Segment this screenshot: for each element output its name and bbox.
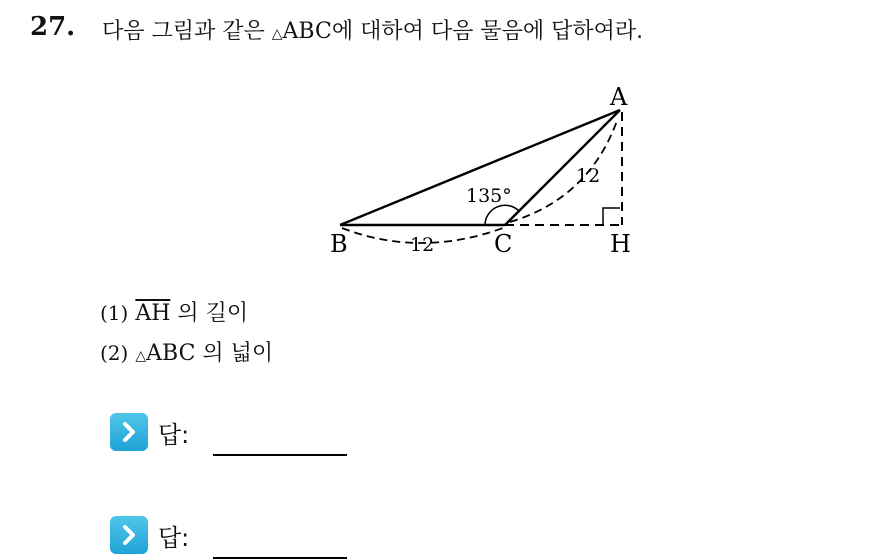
segment-label: $\overline{AH}$ <box>135 301 171 326</box>
vertex-c-label: C <box>494 230 513 258</box>
question-text <box>102 14 643 45</box>
answer-blank[interactable] <box>213 454 347 456</box>
sub-question-number: (1) <box>100 301 129 325</box>
question-text-before: 다음 그림과 같은 <box>102 19 272 44</box>
answer-label: 답: <box>158 523 190 552</box>
answer-row-2 <box>110 515 189 555</box>
vertex-a-label: A <box>610 83 628 111</box>
sub-question-2 <box>100 336 273 367</box>
vertex-h-label: H <box>610 230 631 258</box>
sub-question-number: (2) <box>100 341 129 365</box>
vertex-b-label: B <box>330 230 348 258</box>
angle-label: 135° <box>466 185 512 207</box>
triangle-figure <box>320 78 650 267</box>
sub-question-1 <box>100 296 248 327</box>
answer-row-1 <box>110 412 189 452</box>
sub-question-text: 의 넓이 <box>195 341 274 366</box>
right-angle-mark <box>603 208 620 225</box>
chevron-right-icon <box>110 413 148 451</box>
sub-question-text: 의 길이 <box>170 301 249 326</box>
question-number: 27. <box>30 12 76 42</box>
triangle-symbol: △ <box>271 26 283 42</box>
chevron-right-icon <box>110 516 148 554</box>
triangle-name: ABC <box>146 341 196 366</box>
answer-label: 답: <box>158 420 190 449</box>
length-bc-label: 12 <box>410 234 435 256</box>
triangle-diagram <box>320 78 650 263</box>
question-text-after: 에 대하여 다음 물음에 답하여라. <box>331 19 644 44</box>
triangle-symbol: △ <box>135 348 147 364</box>
triangle-name: ABC <box>282 19 332 44</box>
length-ac-label: 12 <box>576 165 601 187</box>
